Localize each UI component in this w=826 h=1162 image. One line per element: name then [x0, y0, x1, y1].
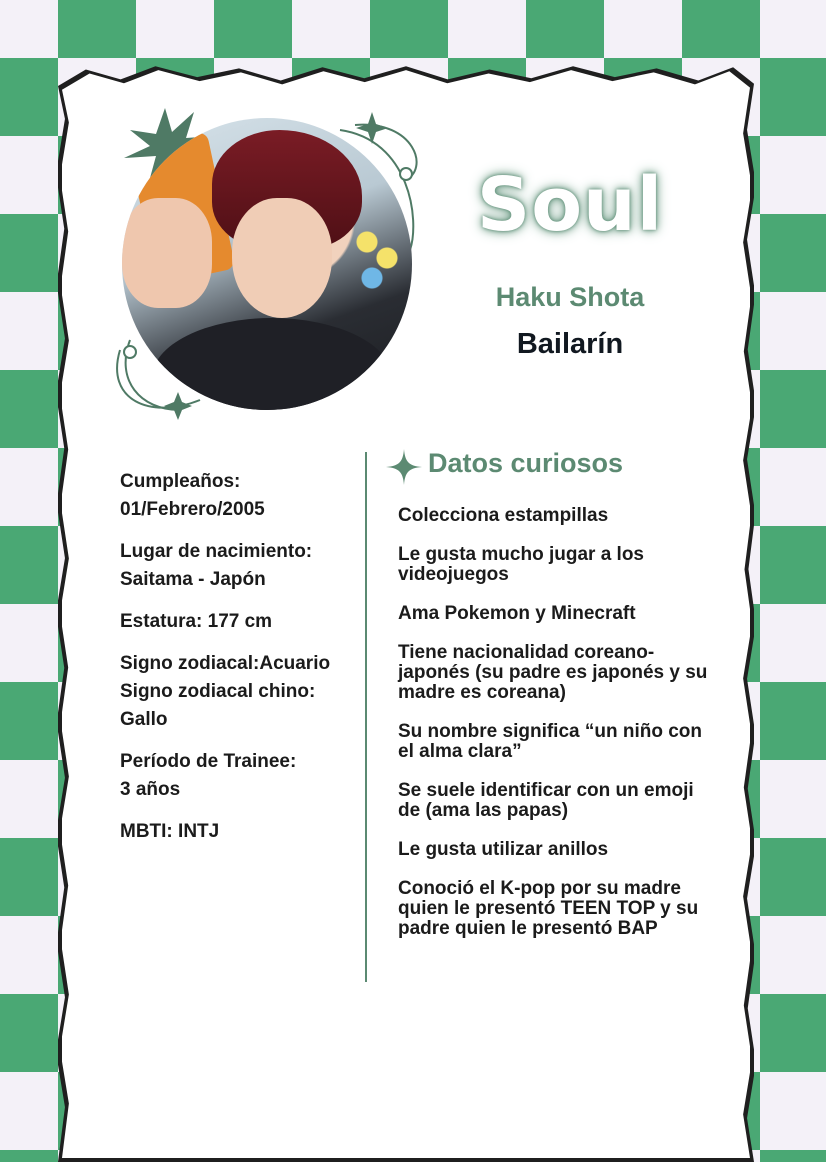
profile-item-zodiac: Signo zodiacal:Acuario Signo zodiacal chino: Gallo	[120, 653, 331, 730]
profile-item-height: Estatura: 177 cm	[120, 611, 273, 632]
member-role: Bailarín	[516, 328, 624, 360]
list-item: Conoció el K-pop por su madre quien le presentó TEEN TOP y su padre quien le presentó BAP	[398, 878, 699, 939]
list-item: Se suele identificar con un emoji de (ama las papas)	[398, 780, 694, 821]
fun-facts-title: Datos curiosos	[428, 448, 624, 478]
sparkle-icon	[384, 447, 424, 487]
member-name: Haku Shota	[495, 282, 645, 312]
member-photo	[122, 118, 412, 410]
profile-item-birthday: Cumpleaños: 01/Febrero/2005	[120, 471, 265, 520]
profile-item-birthplace: Lugar de nacimiento: Saitama - Japón	[120, 541, 313, 590]
profile-info-list	[120, 468, 370, 860]
profile-item-trainee: Período de Trainee: 3 años	[120, 751, 297, 800]
list-item: Le gusta mucho jugar a los videojuegos	[398, 544, 644, 585]
column-divider	[365, 452, 367, 982]
list-item: Colecciona estampillas	[398, 505, 609, 526]
list-item: Ama Pokemon y Minecraft	[398, 603, 636, 624]
page-title: Soul	[476, 162, 664, 248]
list-item: Su nombre significa “un niño con el alma clara”	[398, 721, 703, 762]
fun-facts-list	[398, 506, 718, 958]
profile-item-mbti: MBTI: INTJ	[120, 821, 220, 842]
list-item: Le gusta utilizar anillos	[398, 839, 609, 860]
list-item: Tiene nacionalidad coreano-japonés (su padre es japonés y su madre es coreana)	[398, 642, 708, 703]
